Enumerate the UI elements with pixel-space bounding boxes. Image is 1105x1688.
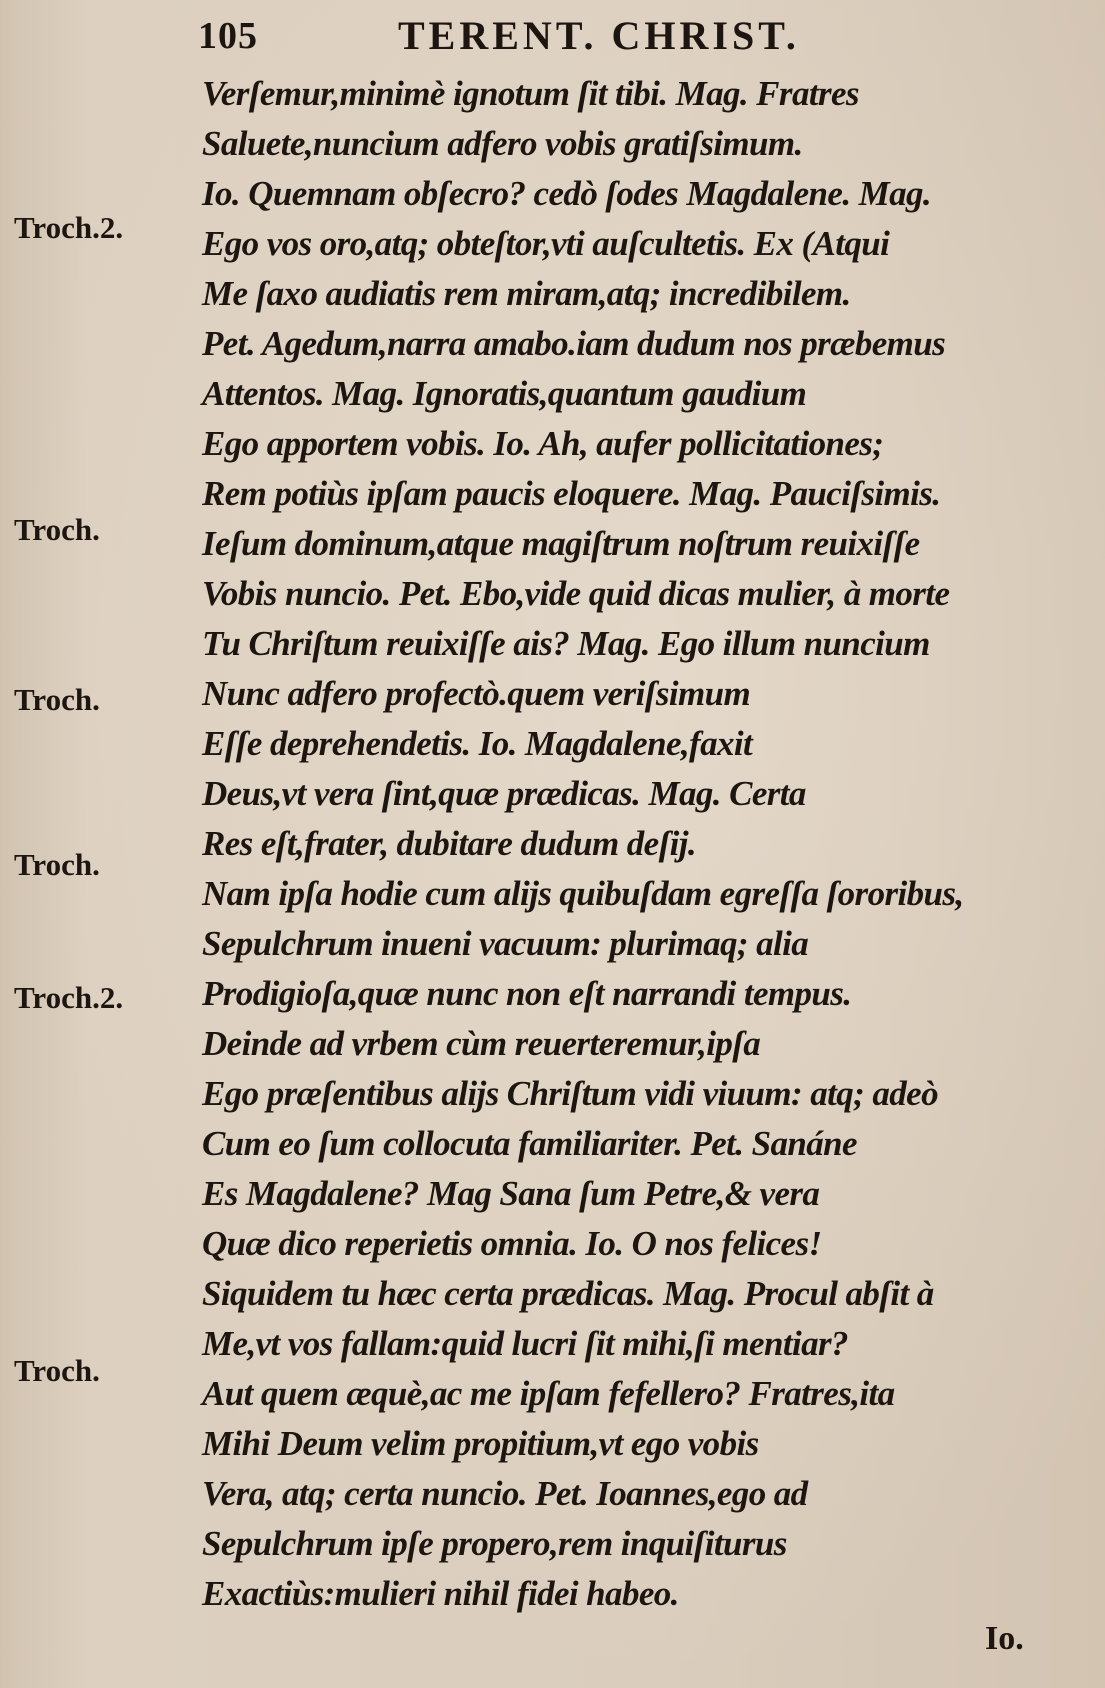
- verse-line: Res eſt,frater, dubitare dudum deſij.: [202, 824, 697, 863]
- verse-line: Mihi Deum velim propitium,vt ego vobis: [202, 1424, 759, 1463]
- verse-line: Io. Quemnam obſecro? cedò ſodes Magdalene. Mag.: [202, 174, 932, 213]
- verse-line: Me,vt vos fallam:quid lucri ſit mihi,ſi mentiar?: [202, 1324, 848, 1363]
- running-head: TERENT. CHRIST.: [398, 13, 800, 58]
- margin-note: Troch.: [14, 512, 100, 547]
- margin-note: Troch.2.: [14, 210, 124, 245]
- verse-line: Nunc adfero profectò.quem veriſsimum: [202, 674, 751, 713]
- verse-line: Quæ dico reperietis omnia. Io. O nos felices!: [202, 1224, 822, 1263]
- verse-line: Saluete,nuncium adfero vobis gratiſsimum.: [202, 124, 803, 163]
- verse-line: Sepulchrum inueni vacuum: plurimaq; alia: [202, 924, 809, 963]
- verse-line: Nam ipſa hodie cum alijs quibuſdam egreſſa ſororibus,: [202, 874, 964, 913]
- verse-line: Vobis nuncio. Pet. Ebo,vide quid dicas mulier, à morte: [202, 574, 950, 613]
- verse-line: Pet. Agedum,narra amabo.iam dudum nos præbemus: [202, 324, 946, 363]
- page-number: 105: [198, 15, 258, 57]
- verse-line: Aut quem æquè,ac me ipſam fefellero? Fratres,ita: [202, 1374, 895, 1413]
- verse-line: Rem potiùs ipſam paucis eloquere. Mag. Pauciſsimis.: [202, 474, 941, 513]
- verse-line: Vera, atq; certa nuncio. Pet. Ioannes,ego ad: [202, 1474, 808, 1513]
- verse-line: Tu Chriſtum reuixiſſe ais? Mag. Ego illum nuncium: [202, 624, 930, 663]
- verse-line: Eſſe deprehendetis. Io. Magdalene,faxit: [202, 724, 753, 763]
- verse-line: Prodigioſa,quæ nunc non eſt narrandi tempus.: [202, 974, 852, 1013]
- verse-line: Cum eo ſum collocuta familiariter. Pet. Sanáne: [202, 1124, 857, 1163]
- margin-note: Troch.: [14, 682, 100, 717]
- verse-line: Sepulchrum ipſe propero,rem inquiſiturus: [202, 1524, 787, 1563]
- verse-line: Exactiùs:mulieri nihil fidei habeo.: [202, 1574, 679, 1613]
- catchword: Io.: [985, 1620, 1024, 1657]
- margin-note: Troch.: [14, 847, 100, 882]
- verse-line: Es Magdalene? Mag Sana ſum Petre,& vera: [202, 1174, 820, 1213]
- verse-line: Deinde ad vrbem cùm reuerteremur,ipſa: [202, 1024, 761, 1063]
- verse-line: Me ſaxo audiatis rem miram,atq; incredibilem.: [202, 274, 851, 313]
- verse-line: Ego præſentibus alijs Chriſtum vidi viuum: atq; adeò: [202, 1074, 938, 1113]
- margin-note: Troch.: [14, 1353, 100, 1388]
- verse-line: Ieſum dominum,atque magiſtrum noſtrum reuixiſſe: [202, 524, 920, 563]
- margin-note: Troch.2.: [14, 980, 124, 1015]
- verse-line: Siquidem tu hæc certa prædicas. Mag. Procul abſit à: [202, 1274, 934, 1313]
- verse-line: Ego apportem vobis. Io. Ah, aufer pollicitationes;: [202, 424, 884, 463]
- verse-line: Verſemur,minimè ignotum ſit tibi. Mag. Fratres: [202, 74, 859, 113]
- verse-line: Ego vos oro,atq; obteſtor,vti auſcultetis. Ex (Atqui: [202, 224, 890, 263]
- verse-line: Attentos. Mag. Ignoratis,quantum gaudium: [202, 374, 807, 413]
- verse-line: Deus,vt vera ſint,quæ prædicas. Mag. Certa: [202, 774, 806, 813]
